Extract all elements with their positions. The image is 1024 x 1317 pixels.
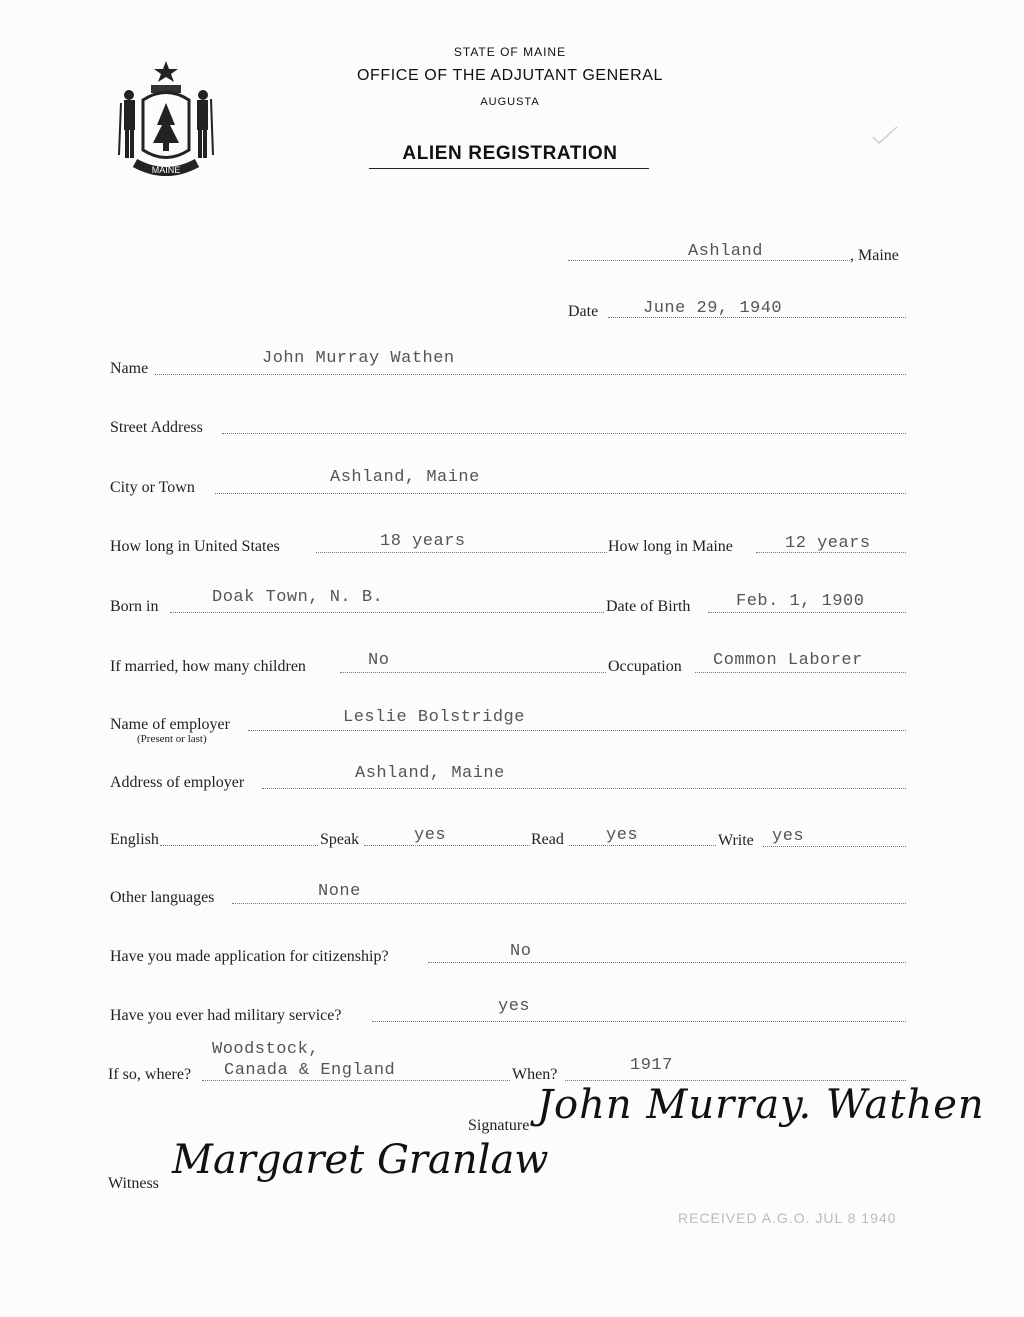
citizenship-line xyxy=(428,962,906,963)
date-label: Date xyxy=(568,303,599,320)
name-value: John Murray Wathen xyxy=(262,349,455,368)
when-line xyxy=(565,1080,906,1081)
employer-sublabel: (Present or last) xyxy=(137,733,207,745)
check-mark-icon xyxy=(870,125,900,145)
witness-label: Witness xyxy=(108,1175,159,1192)
seal-text: MAINE xyxy=(151,165,181,175)
where-value-line1: Woodstock, xyxy=(212,1040,320,1059)
read-label: Read xyxy=(531,831,564,848)
other-languages-label: Other languages xyxy=(110,889,215,906)
born-in-line xyxy=(170,612,604,613)
occupation-value: Common Laborer xyxy=(713,651,863,670)
place-value: Ashland xyxy=(688,242,763,261)
dob-line xyxy=(708,612,906,613)
dob-value: Feb. 1, 1900 xyxy=(736,592,865,611)
other-languages-line xyxy=(232,903,906,904)
street-label: Street Address xyxy=(110,419,203,436)
name-label: Name xyxy=(110,360,149,377)
signature-label: Signature xyxy=(468,1117,530,1134)
employer-address-value: Ashland, Maine xyxy=(355,764,505,783)
when-label: When? xyxy=(512,1066,558,1083)
children-label: If married, how many children xyxy=(110,658,306,675)
state-heading: STATE OF MAINE xyxy=(453,45,567,59)
form-title: ALIEN REGISTRATION xyxy=(402,143,618,164)
read-value: yes xyxy=(606,826,639,845)
occupation-line xyxy=(695,672,906,673)
employer-value: Leslie Bolstridge xyxy=(343,708,525,727)
military-label: Have you ever had military service? xyxy=(110,1007,342,1024)
street-line xyxy=(222,433,906,434)
employer-label: Name of employer xyxy=(110,716,230,733)
speak-value: yes xyxy=(414,826,447,845)
where-value-line2: Canada & England xyxy=(224,1061,396,1080)
signature-value: John Murray. Wathen xyxy=(537,1082,985,1128)
children-line xyxy=(340,672,606,673)
maine-state-seal-icon xyxy=(113,55,219,180)
write-label: Write xyxy=(718,832,754,849)
how-long-us-label: How long in United States xyxy=(110,538,280,555)
how-long-us-line xyxy=(316,552,607,553)
when-value: 1917 xyxy=(630,1056,673,1075)
dob-label: Date of Birth xyxy=(606,598,691,615)
occupation-label: Occupation xyxy=(608,658,682,675)
citizenship-label: Have you made application for citizenship? xyxy=(110,948,389,965)
where-line xyxy=(202,1080,510,1081)
city-label: City or Town xyxy=(110,479,195,496)
employer-line xyxy=(248,730,906,731)
children-value: No xyxy=(368,651,390,670)
city-line xyxy=(215,493,906,494)
office-heading: OFFICE OF THE ADJUTANT GENERAL xyxy=(356,67,664,84)
born-in-value: Doak Town, N. B. xyxy=(212,588,384,607)
how-long-us-value: 18 years xyxy=(380,532,466,551)
other-languages-value: None xyxy=(318,882,361,901)
military-line xyxy=(372,1021,906,1022)
speak-line xyxy=(364,845,530,846)
place-suffix: , Maine xyxy=(850,247,899,264)
write-line xyxy=(763,846,906,847)
employer-address-line xyxy=(262,788,906,789)
english-label: English xyxy=(110,831,159,848)
city-heading: AUGUSTA xyxy=(480,96,540,108)
born-in-label: Born in xyxy=(110,598,159,615)
witness-value: Margaret Granlaw xyxy=(172,1137,549,1183)
employer-address-label: Address of employer xyxy=(110,774,245,791)
received-stamp: RECEIVED A.G.O. JUL 8 1940 xyxy=(678,1210,897,1226)
name-line xyxy=(155,374,906,375)
title-underline xyxy=(369,168,649,169)
date-value: June 29, 1940 xyxy=(643,299,783,318)
citizenship-value: No xyxy=(510,942,532,961)
city-value: Ashland, Maine xyxy=(330,468,480,487)
speak-label: Speak xyxy=(320,831,360,848)
read-line xyxy=(569,845,716,846)
write-value: yes xyxy=(772,827,805,846)
where-label: If so, where? xyxy=(108,1066,192,1083)
english-line xyxy=(160,845,318,846)
military-value: yes xyxy=(498,997,531,1016)
how-long-maine-label: How long in Maine xyxy=(608,538,733,555)
how-long-maine-value: 12 years xyxy=(785,534,871,553)
